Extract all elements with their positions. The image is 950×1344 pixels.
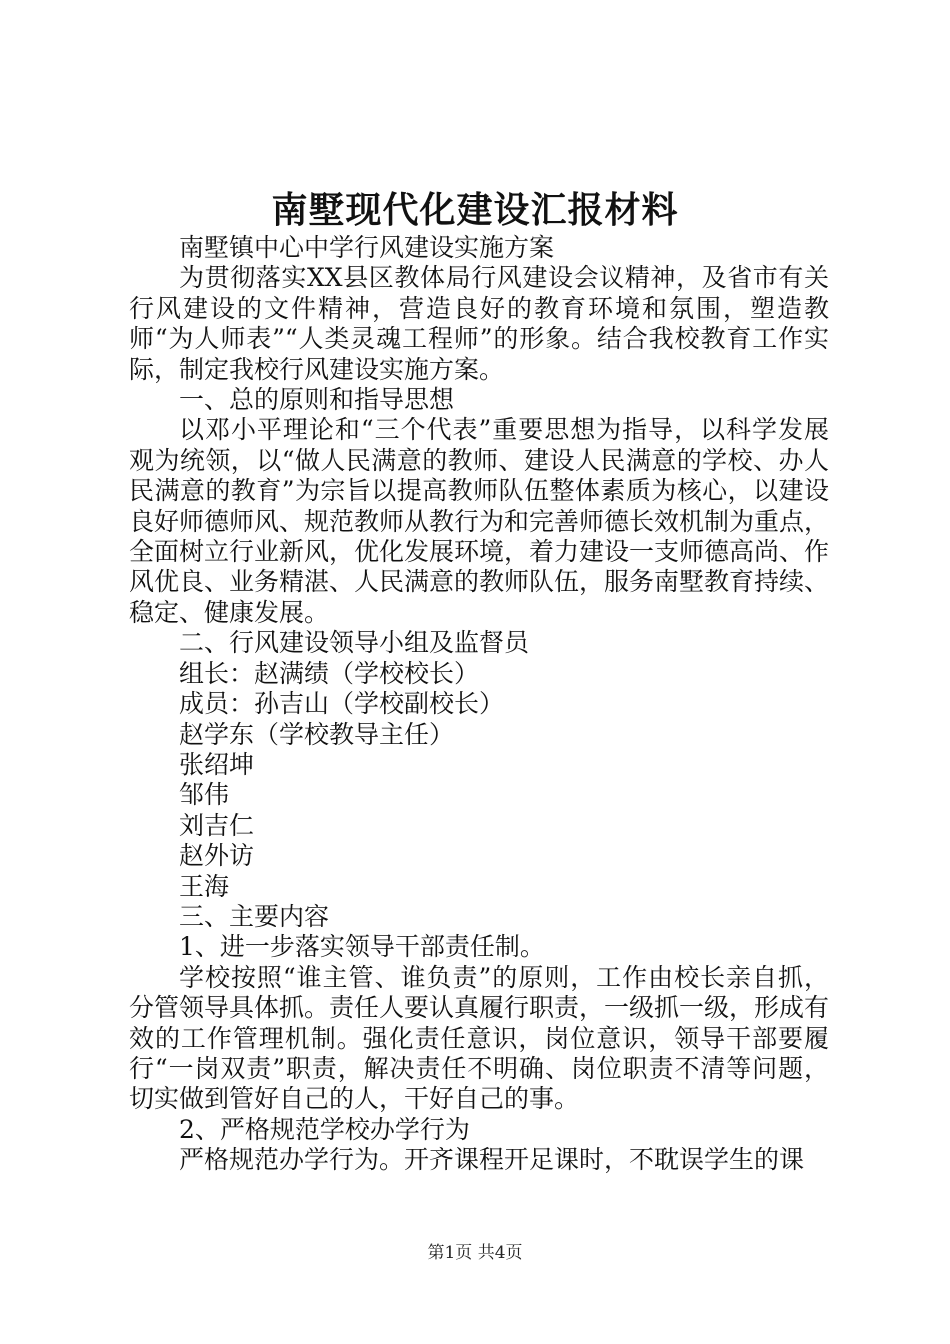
member-line: 张绍坤: [179, 749, 255, 779]
member-line: 刘吉仁: [179, 810, 255, 840]
paragraph-subtitle: 南墅镇中心中学行风建设实施方案: [179, 233, 555, 262]
paragraph-responsibility: 学校按照“谁主管、谁负责”的原则，工作由校长亲自抓，分管领导具体抓。责任人要认真履行职责，一级抓一级，形成有效的工作管理机制。强化责任意识，岗位意识，领导干部要履行“一岗双责”职责，解决责任不明确、岗位职责不清等问题，切实做到管好自己的人，干好自己的事。: [129, 962, 830, 1114]
member-line: 赵外访: [179, 841, 255, 871]
member-line: 赵学东（学校教导主任）: [179, 719, 455, 749]
subsection-heading-2: 2、严格规范学校办学行为: [179, 1114, 470, 1144]
page-footer: 第1页 共4页: [427, 1243, 523, 1263]
member-line: 成员：孙吉山（学校副校长）: [179, 689, 505, 719]
member-line: 组长：赵满绩（学校校长）: [179, 658, 480, 688]
member-line: 邹伟: [179, 780, 230, 810]
document-body: [129, 233, 829, 1176]
member-line: 王海: [179, 871, 230, 901]
section-heading-2: 二、行风建设领导小组及监督员: [179, 628, 530, 658]
subsection-heading-1: 1、进一步落实领导干部责任制。: [179, 932, 545, 962]
document-title: 南墅现代化建设汇报材料: [271, 189, 679, 231]
section-heading-1: 一、总的原则和指导思想: [179, 385, 455, 415]
paragraph-guiding-thought: 以邓小平理论和“三个代表”重要思想为指导，以科学发展观为统领，以“做人民满意的教师、建设人民满意的学校、办人民满意的教育”为宗旨以提高教师队伍整体素质为核心，以建设良好师德师风、规范教师从教行为和完善师德长效机制为重点，全面树立行业新风，优化发展环境，着力建设一支师德高尚、作风优良、业务精湛、人民满意的教师队伍，服务南墅教育持续、稳定、健康发展。: [129, 415, 830, 627]
paragraph-school-conduct: 严格规范办学行为。开齐课程开足课时，不耽误学生的课: [179, 1145, 805, 1175]
section-heading-3: 三、主要内容: [179, 901, 330, 931]
paragraph-intro: 为贯彻落实XX县区教体局行风建设会议精神，及省市有关行风建设的文件精神，营造良好的教育环境和氛围，塑造教师“为人师表”“人类灵魂工程师”的形象。结合我校教育工作实际，制定我校行风建设实施方案。: [129, 263, 829, 384]
